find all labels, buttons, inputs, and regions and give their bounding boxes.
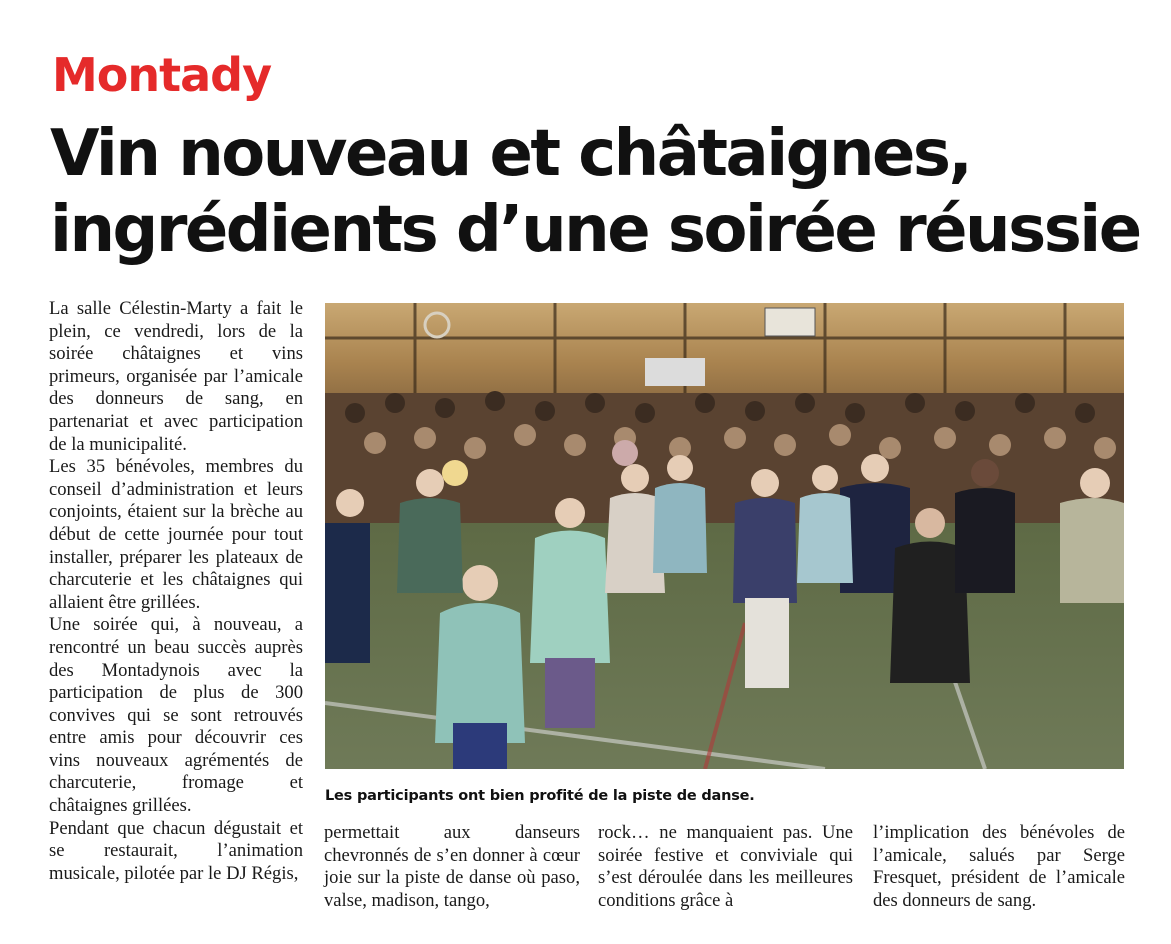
paragraph-3: Une soirée qui, à nouveau, a rencontré un beau succès auprès des Montadynois avec la participation de plus de 300 convives qui se sont retrouvés entre amis pour découvrir ces vins nouveaux agrémentés de charcuterie, fromage et châtaignes grillées. <box>49 614 303 817</box>
article-photo <box>325 303 1124 769</box>
article-column-2 <box>324 822 580 912</box>
headline-line-1: Vin nouveau et châtaignes, <box>50 117 971 191</box>
section-kicker: Montady <box>52 48 272 102</box>
article-headline <box>50 116 1160 268</box>
column-4-text: l’implication des bénévoles de l’amicale, salués par Serge Fresquet, président de l’amicale des donneurs de sang. <box>873 822 1125 911</box>
headline-line-2: ingrédients d’une soirée réussie <box>50 193 1140 267</box>
article-column-1 <box>49 298 303 885</box>
paragraph-1: La salle Célestin-Marty a fait le plein, ce vendredi, lors de la soirée châtaignes et vins primeurs, organisée par l’amicale des donneurs de sang, en partenariat et avec participation de la municipalité. <box>49 298 303 455</box>
photo-caption: Les participants ont bien profité de la piste de danse. <box>325 788 755 804</box>
paragraph-4: Pendant que chacun dégustait et se restaurait, l’animation musicale, pilotée par le DJ Régis, <box>49 817 303 884</box>
article-column-4 <box>873 822 1125 912</box>
column-3-text: rock… ne manquaient pas. Une soirée festive et conviviale qui s’est déroulée dans les meilleures conditions grâce à <box>598 822 853 911</box>
paragraph-2: Les 35 bénévoles, membres du conseil d’administration et leurs conjoints, étaient sur la brèche au début de cette journée pour tout installer, préparer les plateaux de charcuterie et les châtaignes qui allaient être grillées. <box>49 456 303 613</box>
column-2-text: permettait aux danseurs chevronnés de s’en donner à cœur joie sur la piste de danse où paso, valse, madison, tango, <box>324 822 580 911</box>
article-column-3 <box>598 822 853 912</box>
